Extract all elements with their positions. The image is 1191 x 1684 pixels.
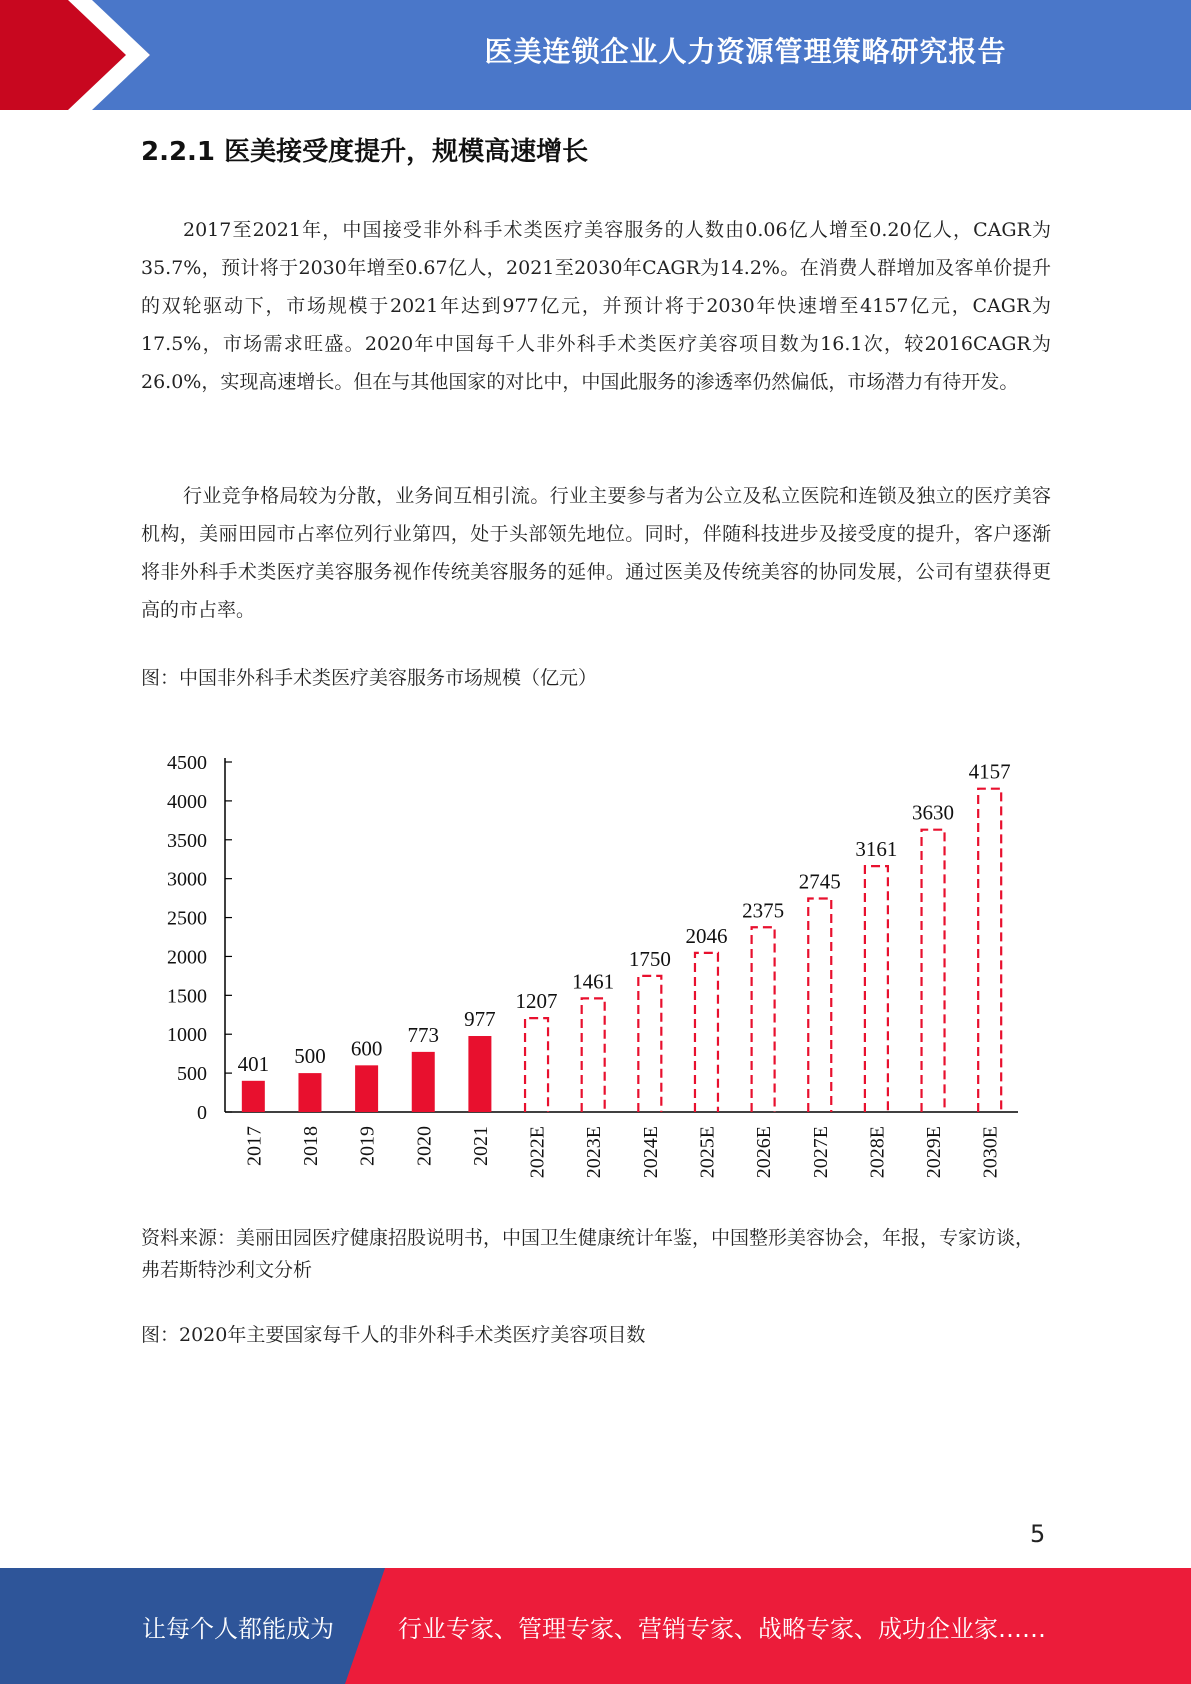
x-tick-label-2022E: 2022E [526,1126,549,1179]
paragraph-1: 2017至2021年，中国接受非外科手术类医疗美容服务的人数由0.06亿人增至0.20亿人，CAGR为35.7%，预计将于2030年增至0.67亿人，2021至2030年CAGR为14.2%。在消费人群增加及客单价提升的双轮驱动下，市场规模于2021年达到977亿元，并预计将于2030年快速增至4157亿元，CAGR为17.5%，市场需求旺盛。2020年中国每千人非外科手术类医疗美容项目数为16.1次，较2016CAGR为26.0%，实现高速增长。但在与其他国家的对比中，中国此服务的渗透率仍然偏低，市场潜力有待开发。 [141,219,1051,393]
bar-2021 [468,1036,491,1112]
bar-2017 [242,1081,265,1112]
bar-2019 [355,1065,378,1112]
x-tick-label-2020: 2020 [413,1126,436,1166]
x-tick-label-2017: 2017 [243,1126,266,1166]
bar-2029E [922,830,945,1112]
data-label-2017: 401 [237,1051,270,1076]
data-label-2025E: 2046 [685,923,728,948]
bar-2023E [582,998,605,1112]
data-label-2029E: 3630 [912,800,955,825]
paragraph-2: 行业竞争格局较为分散，业务间互相引流。行业主要参与者为公立及私立医院和连锁及独立的医疗美容机构，美丽田园市占率位列行业第四，处于头部领先地位。同时，伴随科技进步及接受度的提升，客户逐渐将非外科手术类医疗美容服务视作传统美容服务的延伸。通过医美及传统美容的协同发展，公司有望获得更高的市占率。 [141,485,1051,621]
page-number: 5 [1030,1520,1046,1548]
section-heading: 2.2.1 医美接受度提升，规模高速增长 [141,137,589,167]
x-tick-label-2023E: 2023E [583,1126,606,1179]
bar-2024E [638,976,661,1112]
bar-2025E [695,953,718,1112]
y-tick-label: 3000 [167,868,207,891]
y-tick-label: 1500 [167,985,207,1008]
figure-1-caption: 图：中国非外科手术类医疗美容服务市场规模（亿元） [141,667,598,689]
x-tick-label-2028E: 2028E [866,1126,889,1179]
data-label-2026E: 2375 [742,898,785,923]
data-label-2018: 500 [294,1044,326,1069]
bar-2018 [298,1073,321,1112]
figure-2-caption: 图：2020年主要国家每千人的非外科手术类医疗美容项目数 [141,1324,646,1346]
x-tick-label-2030E: 2030E [979,1126,1002,1179]
y-tick-label: 4000 [167,790,207,813]
y-tick-label: 0 [197,1102,207,1124]
bar-2027E [808,899,831,1113]
x-tick-label-2024E: 2024E [639,1126,662,1179]
header-title: 医美连锁企业人力资源管理策略研究报告 [484,35,1007,68]
y-tick-label: 2500 [167,907,207,930]
data-label-2023E: 1461 [572,969,615,994]
y-tick-label: 2000 [167,946,207,969]
bar-2026E [752,927,775,1112]
data-label-2020: 773 [407,1022,439,1047]
y-tick-label: 3500 [167,829,207,852]
y-tick-label: 500 [177,1063,207,1086]
x-tick-label-2018: 2018 [299,1126,322,1166]
x-tick-label-2021: 2021 [469,1126,492,1166]
header-arrow-icon [0,0,160,110]
x-tick-label-2025E: 2025E [696,1126,719,1179]
bar-2022E [525,1018,548,1112]
data-label-2024E: 1750 [628,946,671,971]
x-tick-label-2027E: 2027E [809,1126,832,1179]
page-header [0,0,1191,110]
source-note: 资料来源：美丽田园医疗健康招股说明书，中国卫生健康统计年鉴，中国整形美容协会，年报，专家访谈，弗若斯特沙利文分析 [141,1227,1035,1281]
data-label-2019: 600 [350,1036,383,1061]
y-tick-label: 1000 [167,1024,207,1047]
x-tick-label-2026E: 2026E [753,1126,776,1179]
bar-2030E [978,789,1001,1112]
footer-slogan-right: 行业专家、管理专家、营销专家、战略专家、成功企业家…… [398,1614,1046,1643]
x-tick-label-2019: 2019 [356,1126,379,1166]
bar-2020 [412,1052,435,1112]
data-label-2022E: 1207 [515,989,558,1014]
y-tick-label: 4500 [167,752,207,774]
data-label-2027E: 2745 [798,869,841,894]
data-label-2028E: 3161 [855,837,898,862]
x-tick-label-2029E: 2029E [923,1126,946,1179]
page-footer [0,1568,1191,1684]
bar-2028E [865,866,888,1112]
market-size-bar-chart [141,740,1041,1200]
footer-slogan-left: 让每个人都能成为 [142,1614,334,1643]
data-label-2030E: 4157 [968,759,1011,784]
data-label-2021: 977 [464,1007,496,1032]
